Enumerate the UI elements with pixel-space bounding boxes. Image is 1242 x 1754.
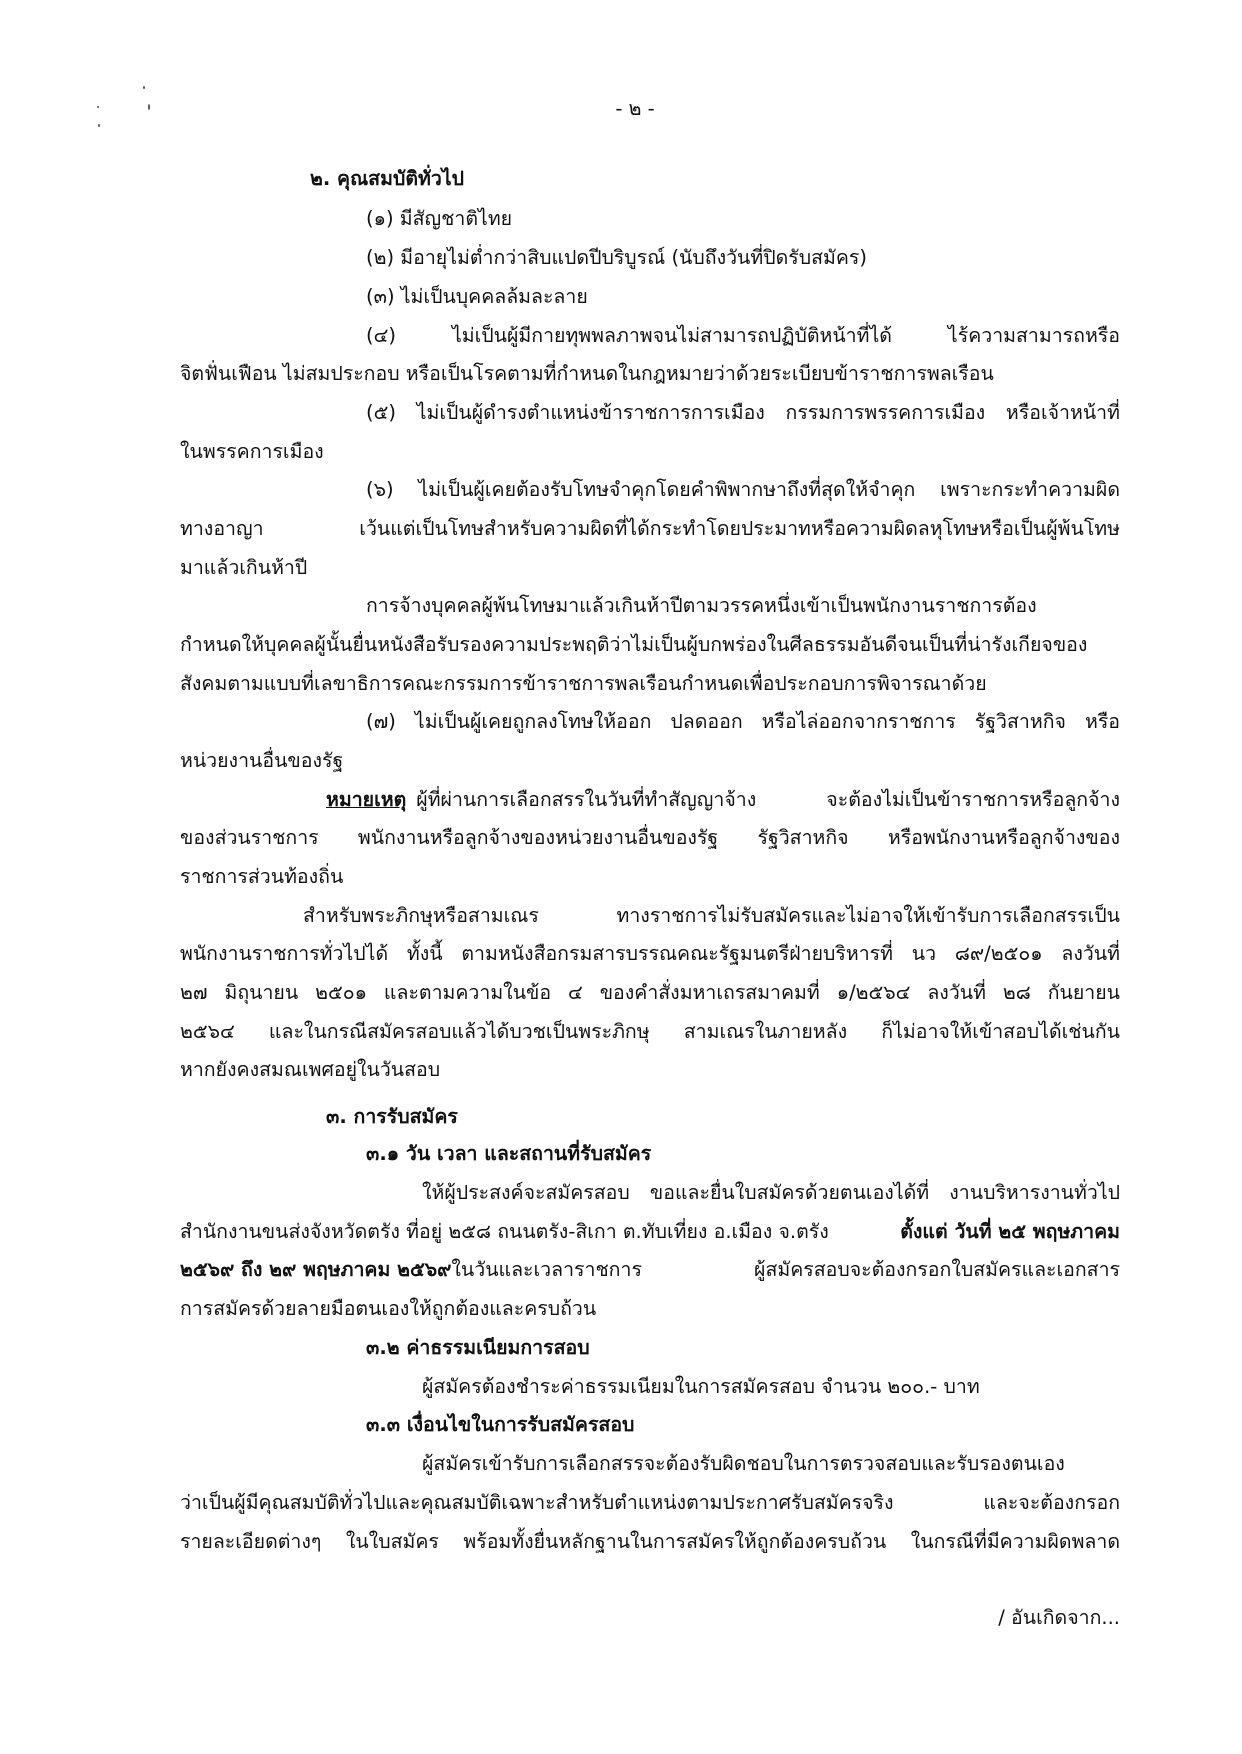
scan-speck <box>98 124 100 127</box>
monk-line-4: ๒๕๖๔ และในกรณีสมัครสอบแล้วได้บวชเป็นพระภิกษุ สามเณรในภายหลัง ก็ไม่อาจให้เข้าสอบได้เช่นกัน <box>180 1020 1120 1043</box>
application-start-date: ตั้งแต่ วันที่ ๒๕ พฤษภาคม <box>900 1220 1120 1243</box>
item-6-line-2: ทางอาญา เว้นแต่เป็นโทษสำหรับความผิดที่ได้กระทำโดยประมาทหรือความผิดลหุโทษหรือเป็นผู้พ้นโทษ <box>180 517 1120 540</box>
subsection-3-1-line-2 <box>180 1219 1120 1245</box>
item-2: (๒) มีอายุไม่ต่ำกว่าสิบแปดปีบริบูรณ์ (นับถึงวันที่ปิดรับสมัคร) <box>366 246 868 269</box>
subsection-3-3-heading: ๓.๓ เงื่อนไขในการรับสมัครสอบ <box>366 1413 635 1436</box>
subsection-3-3-line-3: รายละเอียดต่างๆ ในใบสมัคร พร้อมทั้งยื่นหลักฐานในการสมัครให้ถูกต้องครบถ้วน ในกรณีที่มีความผิดพลาด <box>180 1530 1120 1553</box>
note-line-3: ราชการส่วนท้องถิ่น <box>180 865 344 888</box>
monk-line-3: ๒๗ มิถุนายน ๒๕๐๑ และตามความในข้อ ๔ ของคำสั่งมหาเถรสมาคมที่ ๑/๒๕๖๔ ลงวันที่ ๒๘ กันยายน <box>180 981 1120 1004</box>
section-2-heading: ๒. คุณสมบัติทั่วไป <box>310 167 464 190</box>
application-instructions: ในวันและเวลาราชการ ผู้สมัครสอบจะต้องกรอกใบสมัครและเอกสาร <box>451 1258 1120 1281</box>
paragraph-line-3: สังคมตามแบบที่เลขาธิการคณะกรรมการข้าราชการพลเรือนกำหนดเพื่อประกอบการพิจารณาด้วย <box>180 672 987 695</box>
application-end-date: ๒๕๖๙ ถึง ๒๙ พฤษภาคม ๒๕๖๙ <box>180 1258 452 1281</box>
item-4-line-1: (๔) ไม่เป็นผู้มีกายทุพพลภาพจนไม่สามารถปฏิบัติหน้าที่ได้ ไร้ความสามารถหรือ <box>366 324 1120 347</box>
page-number: - ๒ - <box>615 97 655 120</box>
item-1: (๑) มีสัญชาติไทย <box>366 207 513 230</box>
item-5-line-2: ในพรรคการเมือง <box>180 440 324 463</box>
item-6-line-1: (๖) ไม่เป็นผู้เคยต้องรับโทษจำคุกโดยคำพิพากษาถึงที่สุดให้จำคุก เพราะกระทำความผิด <box>366 478 1120 501</box>
paragraph-line-2: กำหนดให้บุคคลผู้นั้นยื่นหนังสือรับรองความประพฤติว่าไม่เป็นผู้บกพร่องในศีลธรรมอันดีจนเป็นที่น่ารังเกียจของ <box>180 633 1088 656</box>
subsection-3-2-line-1: ผู้สมัครต้องชำระค่าธรรมเนียมในการสมัครสอบ จำนวน ๒๐๐.- บาท <box>422 1375 980 1398</box>
note-line-2: ของส่วนราชการ พนักงานหรือลูกจ้างของหน่วยงานอื่นของรัฐ รัฐวิสาหกิจ หรือพนักงานหรือลูกจ้างของ <box>180 826 1120 849</box>
section-3-heading: ๓. การรับสมัคร <box>326 1105 458 1128</box>
note-label: หมายเหตุ <box>326 788 407 811</box>
item-5-line-1: (๕) ไม่เป็นผู้ดำรงตำแหน่งข้าราชการการเมือง กรรมการพรรคการเมือง หรือเจ้าหน้าที่ <box>366 401 1120 424</box>
monk-line-5: หากยังคงสมณเพศอยู่ในวันสอบ <box>180 1058 441 1081</box>
scan-speck <box>143 86 145 89</box>
note-text: ผู้ที่ผ่านการเลือกสรรในวันที่ทำสัญญาจ้าง จะต้องไม่เป็นข้าราชการหรือลูกจ้าง <box>416 788 1120 811</box>
item-7-line-1: (๗) ไม่เป็นผู้เคยถูกลงโทษให้ออก ปลดออก หรือไล่ออกจากราชการ รัฐวิสาหกิจ หรือ <box>366 710 1120 733</box>
scan-speck <box>97 106 99 108</box>
monk-line-2: พนักงานราชการทั่วไปได้ ทั้งนี้ ตามหนังสือกรมสารบรรณคณะรัฐมนตรีฝ่ายบริหารที่ นว ๘๙/๒๕๐๑ ลงวันที่ <box>180 942 1120 965</box>
office-address: สำนักงานขนส่งจังหวัดตรัง ที่อยู่ ๒๕๘ ถนนตรัง-สิเกา ต.ทับเที่ยง อ.เมือง จ.ตรัง <box>180 1220 829 1243</box>
item-3: (๓) ไม่เป็นบุคคลล้มละลาย <box>366 285 588 308</box>
subsection-3-3-line-1: ผู้สมัครเข้ารับการเลือกสรรจะต้องรับผิดชอบในการตรวจสอบและรับรองตนเอง <box>422 1452 1065 1475</box>
continuation-marker: / อันเกิดจาก... <box>998 1606 1120 1629</box>
note-line-1 <box>326 787 1120 813</box>
monk-line-1: สำหรับพระภิกษุหรือสามเณร ทางราชการไม่รับสมัครและไม่อาจให้เข้ารับการเลือกสรรเป็น <box>303 904 1120 927</box>
scan-speck <box>148 104 150 110</box>
paragraph-line-1: การจ้างบุคคลผู้พ้นโทษมาแล้วเกินห้าปีตามวรรคหนึ่งเข้าเป็นพนักงานราชการต้อง <box>366 594 1037 617</box>
subsection-3-1-heading: ๓.๑ วัน เวลา และสถานที่รับสมัคร <box>366 1142 652 1165</box>
subsection-3-3-line-2: ว่าเป็นผู้มีคุณสมบัติทั่วไปและคุณสมบัติเฉพาะสำหรับตำแหน่งตามประกาศรับสมัครจริง และจะต้องกรอก <box>180 1491 1120 1514</box>
subsection-3-1-line-1: ให้ผู้ประสงค์จะสมัครสอบ ขอและยื่นใบสมัครด้วยตนเองได้ที่ งานบริหารงานทั่วไป <box>422 1181 1120 1204</box>
subsection-3-1-line-3 <box>180 1257 1120 1283</box>
item-4-line-2: จิตฟั่นเฟือน ไม่สมประกอบ หรือเป็นโรคตามที่กำหนดในกฎหมายว่าด้วยระเบียบข้าราชการพลเรือน <box>180 362 994 385</box>
subsection-3-2-heading: ๓.๒ ค่าธรรมเนียมการสอบ <box>366 1336 590 1359</box>
subsection-3-1-line-4: การสมัครด้วยลายมือตนเองให้ถูกต้องและครบถ้วน <box>180 1297 597 1320</box>
item-7-line-2: หน่วยงานอื่นของรัฐ <box>180 749 344 772</box>
item-6-line-3: มาแล้วเกินห้าปี <box>180 556 308 579</box>
